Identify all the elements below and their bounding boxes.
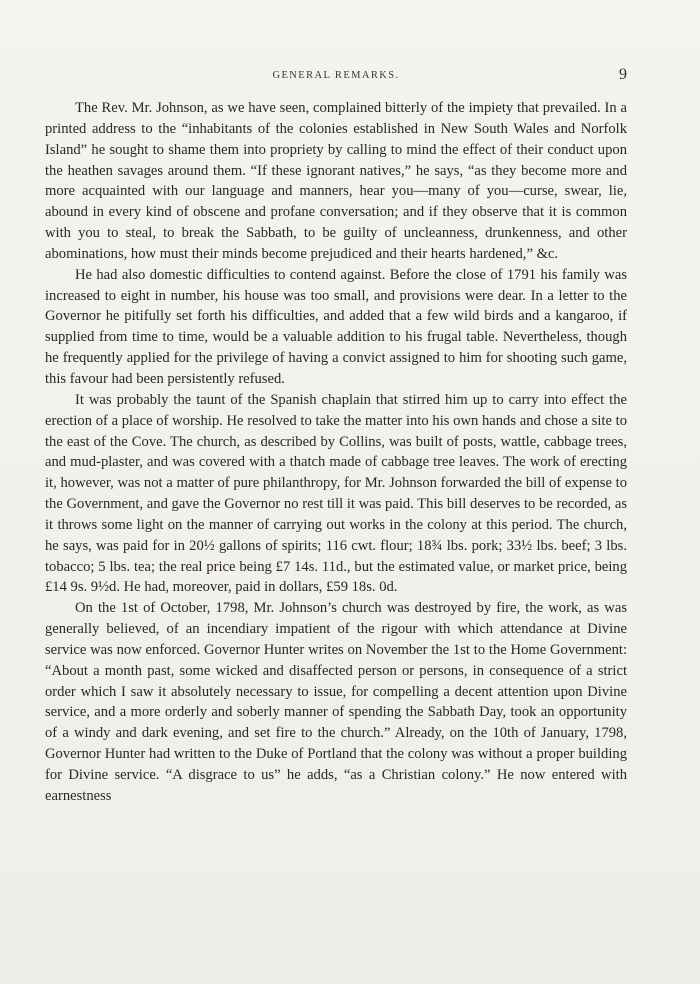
running-title: GENERAL REMARKS. [272, 70, 400, 81]
paragraph-johnson-address: The Rev. Mr. Johnson, as we have seen, complained bitterly of the impiety that prevailed. In a printed address to the “inhabitants of the colonies established in New South Wales and Norfolk Island” he sought to shame them into propriety by calling to mind the effect of their conduct upon the heathen savages around them. “If these ignorant natives,” he says, “as they become more and more acquainted with our language and manners, hear you—many of you—curse, swear, lie, abound in every kind of obscene and profane conversation; and if they observe that it is common with you to steal, to break the Sabbath, to be guilty of uncleanness, drunkenness, and other abominations, how must their minds become prejudiced and their hearts hardened,” &c. [45, 100, 627, 262]
body-text [45, 98, 627, 807]
page-number: 9 [619, 66, 627, 83]
paragraph-church-erection: It was probably the taunt of the Spanish chaplain that stirred him up to carry into effect the erection of a place of worship. He resolved to take the matter into his own hands and chose a site to the east of the Cove. The church, as described by Collins, was built of posts, wattle, cabbage trees, and mud-plaster, and was covered with a thatch made of cabbage tree leaves. The work of erecting it, however, was not a matter of pure philanthropy, for Mr. Johnson forwarded the bill of expense to the Government, and gave the Governor no rest till it was paid. This bill deserves to be recorded, as it throws some light on the manner of carrying out works in the colony at this period. The church, he says, was paid for in 20½ gallons of spirits; 116 cwt. flour; 18¾ lbs. pork; 33½ lbs. beef; 3 lbs. tobacco; 5 lbs. tea; the real price being £7 14s. 11d., but the estimated value, or market price, being £14 9s. 9½d. He had, moreover, paid in dollars, £59 18s. 0d. [45, 391, 627, 596]
running-head [45, 66, 627, 88]
paragraph-church-fire: On the 1st of October, 1798, Mr. Johnson’s church was destroyed by fire, the work, as was generally believed, of an incendiary impatient of the rigour with which attendance at Divine service was now enforced. Governor Hunter writes on November the 1st to the Home Government: “About a month past, some wicked and disaffected person or persons, in consequence of a strict order which I saw it absolutely necessary to issue, for compelling a decent attention upon Divine service, and a more orderly and soberly manner of spending the Sabbath Day, took an opportunity of a windy and dark evening, and set fire to the church.” Already, on the 10th of January, 1798, Governor Hunter had written to the Duke of Portland that the colony was without a proper building for Divine service. “A disgrace to us” he adds, “as a Christian colony.” He now entered with earnestness [45, 600, 627, 804]
paragraph-domestic-difficulties: He had also domestic difficulties to contend against. Before the close of 1791 his family was increased to eight in number, his house was too small, and provisions were dear. In a letter to the Governor he pitifully set forth his difficulties, and added that a few wild birds and a kangaroo, if supplied from time to time, would be a valuable addition to his frugal table. Nevertheless, though he frequently applied for the privilege of having a convict assigned to him for shooting such game, this favour had been persistently refused. [45, 266, 627, 387]
